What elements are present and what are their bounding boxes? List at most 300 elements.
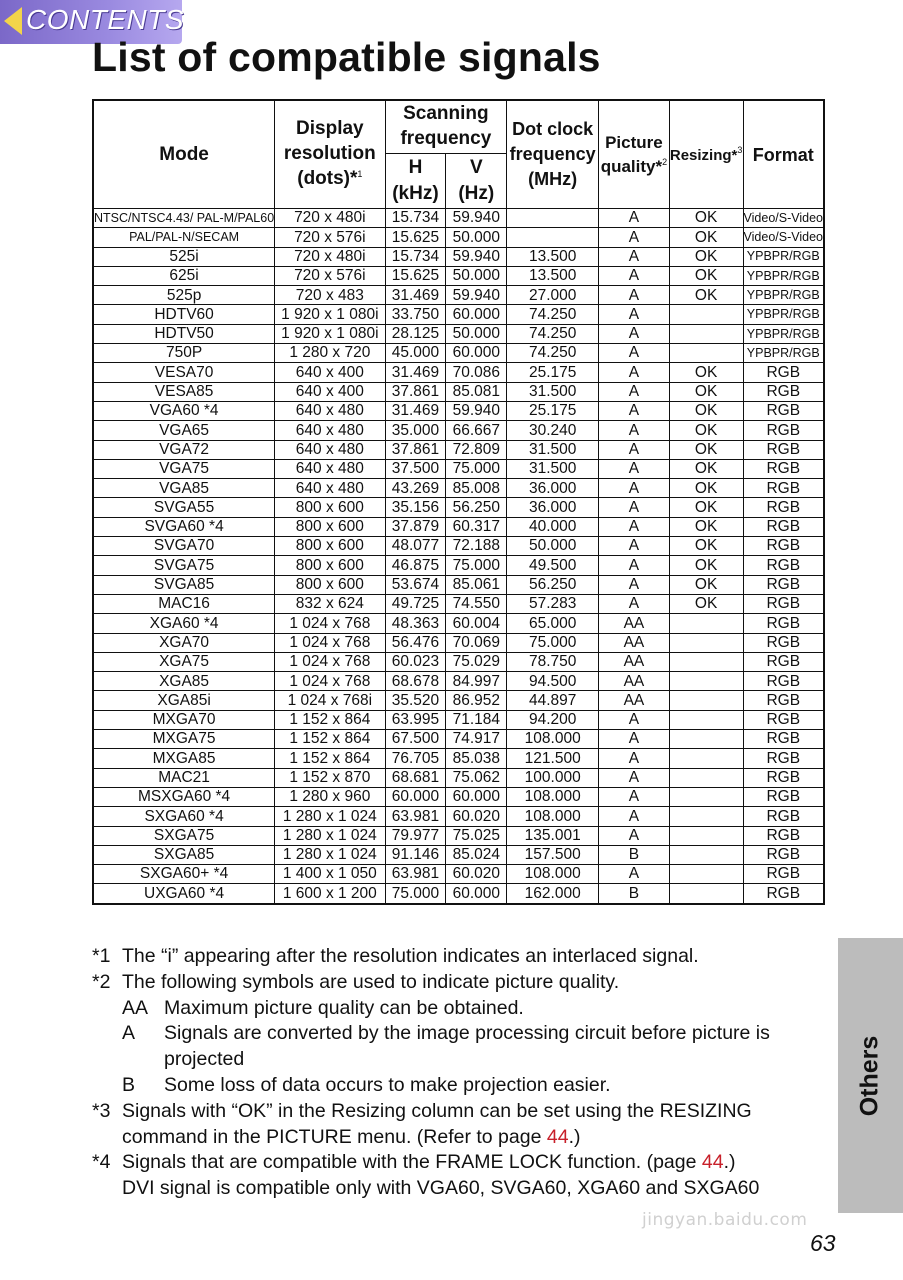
cell-pq: A	[599, 305, 670, 324]
quality-aa	[92, 996, 832, 1022]
cell-dot	[507, 209, 599, 228]
cell-dot	[507, 228, 599, 247]
cell-mode: 750P	[93, 344, 275, 363]
cell-pq: A	[599, 807, 670, 826]
cell-pq: A	[599, 517, 670, 536]
cell-mode: PAL/PAL-N/SECAM	[93, 228, 275, 247]
cell-fmt: RGB	[743, 633, 824, 652]
cell-mode: MXGA75	[93, 730, 275, 749]
cell-res: 720 x 480i	[275, 247, 385, 266]
footnote-text: The following symbols are used to indicate picture quality.	[122, 970, 620, 993]
cell-pq: A	[599, 421, 670, 440]
table-row	[93, 672, 824, 691]
table-row	[93, 498, 824, 517]
table-row	[93, 807, 824, 826]
cell-resize	[669, 807, 743, 826]
cell-pq: A	[599, 344, 670, 363]
cell-h: 15.734	[385, 247, 446, 266]
cell-resize: OK	[669, 228, 743, 247]
cell-mode: VESA70	[93, 363, 275, 382]
cell-mode: MAC16	[93, 594, 275, 613]
cell-dot: 27.000	[507, 286, 599, 305]
cell-resize	[669, 672, 743, 691]
table-row	[93, 787, 824, 806]
cell-v: 74.550	[446, 594, 507, 613]
cell-res: 1 600 x 1 200	[275, 884, 385, 904]
cell-h: 60.023	[385, 652, 446, 671]
table-row	[93, 247, 824, 266]
cell-fmt: RGB	[743, 845, 824, 864]
cell-v: 71.184	[446, 710, 507, 729]
table-row	[93, 633, 824, 652]
footnote-4	[92, 1150, 832, 1202]
cell-dot: 49.500	[507, 556, 599, 575]
header-resizing-sup: 3	[737, 145, 743, 155]
footnote-2	[92, 970, 832, 996]
cell-fmt: YPBPR/RGB	[743, 305, 824, 324]
table-row	[93, 440, 824, 459]
quality-text: Some loss of data occurs to make projection easier.	[164, 1073, 611, 1096]
cell-mode: SVGA55	[93, 498, 275, 517]
cell-res: 1 024 x 768	[275, 652, 385, 671]
cell-fmt: RGB	[743, 382, 824, 401]
cell-h: 49.725	[385, 594, 446, 613]
cell-fmt: Video/S-Video	[743, 209, 824, 228]
table-row	[93, 286, 824, 305]
table-row	[93, 826, 824, 845]
page-link-44[interactable]: 44	[701, 1151, 724, 1174]
table-row	[93, 884, 824, 904]
cell-resize	[669, 324, 743, 343]
quality-symbol: AA	[122, 996, 149, 1019]
cell-v: 85.024	[446, 845, 507, 864]
table-row	[93, 344, 824, 363]
quality-text: Maximum picture quality can be obtained.	[164, 996, 524, 1019]
signal-rows	[93, 209, 824, 904]
cell-v: 75.062	[446, 768, 507, 787]
cell-res: 720 x 483	[275, 286, 385, 305]
cell-pq: A	[599, 209, 670, 228]
cell-res: 1 024 x 768i	[275, 691, 385, 710]
header-pq-sup: 2	[662, 156, 668, 167]
cell-h: 63.981	[385, 807, 446, 826]
cell-pq: A	[599, 826, 670, 845]
cell-fmt: RGB	[743, 730, 824, 749]
cell-resize	[669, 614, 743, 633]
cell-dot: 44.897	[507, 691, 599, 710]
cell-fmt: RGB	[743, 401, 824, 420]
cell-fmt: RGB	[743, 459, 824, 478]
cell-fmt: YPBPR/RGB	[743, 286, 824, 305]
cell-resize	[669, 344, 743, 363]
cell-fmt: YPBPR/RGB	[743, 266, 824, 285]
cell-h: 28.125	[385, 324, 446, 343]
header-h-line2: (kHz)	[392, 183, 439, 204]
cell-fmt: RGB	[743, 672, 824, 691]
cell-fmt: RGB	[743, 826, 824, 845]
table-row	[93, 691, 824, 710]
table-row	[93, 517, 824, 536]
cell-res: 800 x 600	[275, 498, 385, 517]
cell-res: 720 x 576i	[275, 228, 385, 247]
cell-v: 50.000	[446, 228, 507, 247]
cell-dot: 57.283	[507, 594, 599, 613]
cell-h: 35.156	[385, 498, 446, 517]
cell-mode: XGA70	[93, 633, 275, 652]
cell-res: 640 x 400	[275, 382, 385, 401]
cell-fmt: RGB	[743, 749, 824, 768]
page-title: List of compatible signals	[92, 34, 601, 80]
table-row	[93, 845, 824, 864]
cell-mode: UXGA60 *4	[93, 884, 275, 904]
footnote-number: *2	[92, 970, 111, 993]
header-v-line1: V	[469, 157, 483, 179]
cell-resize: OK	[669, 382, 743, 401]
header-resolution-line3: (dots)*	[297, 167, 358, 189]
cell-dot: 30.240	[507, 421, 599, 440]
page-link-44[interactable]: 44	[546, 1125, 569, 1148]
header-dot-line2: frequency	[509, 143, 596, 164]
header-pq-line2: quality*	[600, 156, 663, 176]
cell-mode: XGA85i	[93, 691, 275, 710]
cell-res: 640 x 400	[275, 363, 385, 382]
cell-mode: SVGA75	[93, 556, 275, 575]
cell-resize: OK	[669, 498, 743, 517]
cell-dot: 108.000	[507, 865, 599, 884]
header-dot-line1: Dot clock	[512, 118, 594, 139]
cell-res: 1 280 x 1 024	[275, 807, 385, 826]
cell-res: 800 x 600	[275, 517, 385, 536]
table-row	[93, 421, 824, 440]
cell-res: 1 152 x 864	[275, 730, 385, 749]
quality-a	[92, 1021, 832, 1073]
header-format	[743, 100, 824, 209]
cell-mode: SVGA85	[93, 575, 275, 594]
table-row	[93, 710, 824, 729]
cell-dot: 13.500	[507, 247, 599, 266]
footnote-text: The “i” appearing after the resolution indicates an interlaced signal.	[122, 945, 699, 967]
cell-v: 75.000	[446, 556, 507, 575]
cell-mode: 625i	[93, 266, 275, 285]
quality-b	[92, 1073, 832, 1099]
cell-v: 85.061	[446, 575, 507, 594]
cell-dot: 75.000	[507, 633, 599, 652]
footnote-3-before: Signals with “OK” in the Resizing column can be set using the RESIZING command in the PICTURE menu. (Refer to page	[122, 1099, 752, 1148]
header-resizing	[669, 100, 743, 209]
cell-res: 832 x 624	[275, 594, 385, 613]
cell-pq: A	[599, 266, 670, 285]
cell-fmt: RGB	[743, 479, 824, 498]
cell-h: 48.363	[385, 614, 446, 633]
cell-res: 720 x 576i	[275, 266, 385, 285]
cell-resize: OK	[669, 209, 743, 228]
cell-mode: SXGA60+ *4	[93, 865, 275, 884]
cell-h: 68.678	[385, 672, 446, 691]
cell-pq: A	[599, 787, 670, 806]
header-format-label: Format	[752, 144, 814, 165]
cell-pq: A	[599, 749, 670, 768]
cell-v: 74.917	[446, 730, 507, 749]
footnote-3-after: .)	[568, 1125, 581, 1148]
cell-v: 85.038	[446, 749, 507, 768]
cell-pq: AA	[599, 633, 670, 652]
cell-dot: 50.000	[507, 537, 599, 556]
cell-resize	[669, 749, 743, 768]
cell-dot: 94.500	[507, 672, 599, 691]
cell-dot: 100.000	[507, 768, 599, 787]
section-tab-label: Others	[855, 1035, 884, 1117]
cell-mode: XGA75	[93, 652, 275, 671]
cell-pq: A	[599, 401, 670, 420]
cell-pq: AA	[599, 672, 670, 691]
header-dot-line3: (MHz)	[528, 169, 578, 190]
cell-resize: OK	[669, 401, 743, 420]
page-number: 63	[810, 1230, 836, 1256]
quality-symbol: A	[122, 1022, 136, 1045]
cell-resize	[669, 768, 743, 787]
cell-res: 1 152 x 870	[275, 768, 385, 787]
cell-res: 1 024 x 768	[275, 672, 385, 691]
cell-dot: 135.001	[507, 826, 599, 845]
cell-res: 640 x 480	[275, 479, 385, 498]
cell-resize: OK	[669, 537, 743, 556]
cell-pq: A	[599, 498, 670, 517]
cell-dot: 25.175	[507, 363, 599, 382]
table-row	[93, 305, 824, 324]
cell-mode: VGA72	[93, 440, 275, 459]
cell-res: 1 280 x 960	[275, 787, 385, 806]
cell-dot: 31.500	[507, 382, 599, 401]
cell-v: 60.000	[446, 344, 507, 363]
cell-resize	[669, 787, 743, 806]
cell-pq: A	[599, 865, 670, 884]
cell-mode: VGA85	[93, 479, 275, 498]
cell-resize	[669, 691, 743, 710]
cell-h: 37.500	[385, 459, 446, 478]
cell-pq: A	[599, 382, 670, 401]
cell-pq: A	[599, 286, 670, 305]
cell-mode: MXGA85	[93, 749, 275, 768]
cell-mode: NTSC/NTSC4.43/ PAL-M/PAL60	[93, 209, 275, 228]
cell-h: 91.146	[385, 845, 446, 864]
cell-h: 46.875	[385, 556, 446, 575]
cell-pq: A	[599, 537, 670, 556]
cell-v: 59.940	[446, 209, 507, 228]
cell-h: 37.861	[385, 382, 446, 401]
footnote-number: *3	[92, 1099, 111, 1122]
table-row	[93, 382, 824, 401]
cell-fmt: RGB	[743, 807, 824, 826]
cell-resize: OK	[669, 266, 743, 285]
table-row	[93, 537, 824, 556]
header-mode-label: Mode	[159, 144, 209, 165]
cell-resize	[669, 845, 743, 864]
cell-dot: 56.250	[507, 575, 599, 594]
header-v-line2: (Hz)	[458, 183, 495, 204]
cell-res: 1 920 x 1 080i	[275, 305, 385, 324]
watermark: jingyan.baidu.com	[642, 1210, 808, 1230]
header-v	[446, 154, 507, 209]
cell-h: 68.681	[385, 768, 446, 787]
cell-h: 15.734	[385, 209, 446, 228]
cell-mode: SXGA60 *4	[93, 807, 275, 826]
cell-pq: A	[599, 556, 670, 575]
cell-v: 72.809	[446, 440, 507, 459]
header-scan-line1: Scanning	[403, 103, 489, 125]
cell-fmt: RGB	[743, 537, 824, 556]
cell-res: 640 x 480	[275, 459, 385, 478]
cell-fmt: RGB	[743, 498, 824, 517]
cell-mode: MSXGA60 *4	[93, 787, 275, 806]
cell-fmt: RGB	[743, 517, 824, 536]
cell-v: 60.000	[446, 884, 507, 904]
cell-resize: OK	[669, 363, 743, 382]
cell-v: 50.000	[446, 324, 507, 343]
cell-mode: VGA75	[93, 459, 275, 478]
header-dot-clock	[507, 100, 599, 209]
cell-resize: OK	[669, 440, 743, 459]
cell-h: 48.077	[385, 537, 446, 556]
cell-fmt: RGB	[743, 865, 824, 884]
cell-res: 1 280 x 1 024	[275, 826, 385, 845]
cell-resize: OK	[669, 421, 743, 440]
table-row	[93, 266, 824, 285]
cell-pq: AA	[599, 652, 670, 671]
section-tab-others[interactable]	[838, 938, 903, 1213]
cell-h: 56.476	[385, 633, 446, 652]
cell-h: 31.469	[385, 363, 446, 382]
cell-v: 66.667	[446, 421, 507, 440]
table-row	[93, 652, 824, 671]
cell-pq: A	[599, 479, 670, 498]
cell-res: 800 x 600	[275, 575, 385, 594]
header-resolution-line2: resolution	[283, 143, 376, 165]
cell-pq: AA	[599, 691, 670, 710]
cell-dot: 108.000	[507, 730, 599, 749]
table-row	[93, 614, 824, 633]
cell-mode: VGA65	[93, 421, 275, 440]
table-row	[93, 363, 824, 382]
cell-h: 35.000	[385, 421, 446, 440]
cell-mode: SXGA75	[93, 826, 275, 845]
cell-h: 67.500	[385, 730, 446, 749]
cell-dot: 36.000	[507, 498, 599, 517]
cell-pq: B	[599, 845, 670, 864]
cell-dot: 40.000	[507, 517, 599, 536]
cell-res: 800 x 600	[275, 556, 385, 575]
cell-resize	[669, 865, 743, 884]
table-row	[93, 324, 824, 343]
cell-fmt: RGB	[743, 556, 824, 575]
cell-h: 63.995	[385, 710, 446, 729]
footnote-4-before: Signals that are compatible with the FRAME LOCK function. (page	[122, 1151, 702, 1174]
cell-h: 15.625	[385, 266, 446, 285]
back-arrow-icon	[4, 7, 22, 35]
cell-resize	[669, 826, 743, 845]
cell-res: 1 152 x 864	[275, 710, 385, 729]
signals-table	[92, 99, 825, 905]
cell-resize	[669, 884, 743, 904]
cell-h: 37.879	[385, 517, 446, 536]
cell-resize: OK	[669, 594, 743, 613]
cell-resize: OK	[669, 459, 743, 478]
table-row	[93, 575, 824, 594]
cell-res: 640 x 480	[275, 440, 385, 459]
cell-v: 75.000	[446, 459, 507, 478]
cell-resize: OK	[669, 517, 743, 536]
cell-fmt: RGB	[743, 884, 824, 904]
footnote-4-line2: DVI signal is compatible only with VGA60, SVGA60, XGA60 and SXGA60	[122, 1177, 760, 1200]
cell-mode: VESA85	[93, 382, 275, 401]
quality-text: Signals are converted by the image processing circuit before picture is projected	[164, 1022, 770, 1071]
quality-symbol: B	[122, 1073, 136, 1096]
cell-res: 800 x 600	[275, 537, 385, 556]
cell-v: 59.940	[446, 401, 507, 420]
cell-h: 75.000	[385, 884, 446, 904]
cell-v: 60.000	[446, 787, 507, 806]
table-row	[93, 401, 824, 420]
cell-v: 56.250	[446, 498, 507, 517]
cell-fmt: RGB	[743, 787, 824, 806]
cell-pq: AA	[599, 614, 670, 633]
cell-dot: 108.000	[507, 787, 599, 806]
cell-res: 640 x 480	[275, 401, 385, 420]
footnote-text	[122, 1150, 832, 1202]
cell-fmt: RGB	[743, 363, 824, 382]
cell-res: 1 400 x 1 050	[275, 865, 385, 884]
cell-mode: SXGA85	[93, 845, 275, 864]
footnote-number: *1	[92, 945, 111, 967]
cell-mode: 525i	[93, 247, 275, 266]
cell-v: 59.940	[446, 247, 507, 266]
header-h-line1: H	[408, 157, 423, 179]
cell-resize	[669, 305, 743, 324]
table-row	[93, 865, 824, 884]
cell-mode: 525p	[93, 286, 275, 305]
cell-v: 75.029	[446, 652, 507, 671]
cell-pq: A	[599, 594, 670, 613]
cell-v: 70.069	[446, 633, 507, 652]
cell-fmt: RGB	[743, 710, 824, 729]
table-row	[93, 459, 824, 478]
cell-mode: SVGA70	[93, 537, 275, 556]
footnote-text	[122, 1099, 832, 1151]
table-row	[93, 749, 824, 768]
cell-dot: 74.250	[507, 344, 599, 363]
table-row	[93, 556, 824, 575]
cell-fmt: YPBPR/RGB	[743, 247, 824, 266]
cell-dot: 31.500	[507, 440, 599, 459]
cell-v: 60.317	[446, 517, 507, 536]
cell-res: 720 x 480i	[275, 209, 385, 228]
cell-fmt: RGB	[743, 614, 824, 633]
header-resolution	[275, 100, 385, 209]
cell-fmt: RGB	[743, 575, 824, 594]
cell-resize	[669, 652, 743, 671]
cell-pq: A	[599, 440, 670, 459]
header-resolution-sup: 1	[357, 168, 363, 179]
cell-mode: SVGA60 *4	[93, 517, 275, 536]
cell-dot: 36.000	[507, 479, 599, 498]
cell-h: 15.625	[385, 228, 446, 247]
table-row	[93, 209, 824, 228]
cell-pq: A	[599, 730, 670, 749]
cell-pq: A	[599, 710, 670, 729]
cell-dot: 31.500	[507, 459, 599, 478]
cell-mode: HDTV60	[93, 305, 275, 324]
cell-v: 60.020	[446, 807, 507, 826]
table-row	[93, 594, 824, 613]
